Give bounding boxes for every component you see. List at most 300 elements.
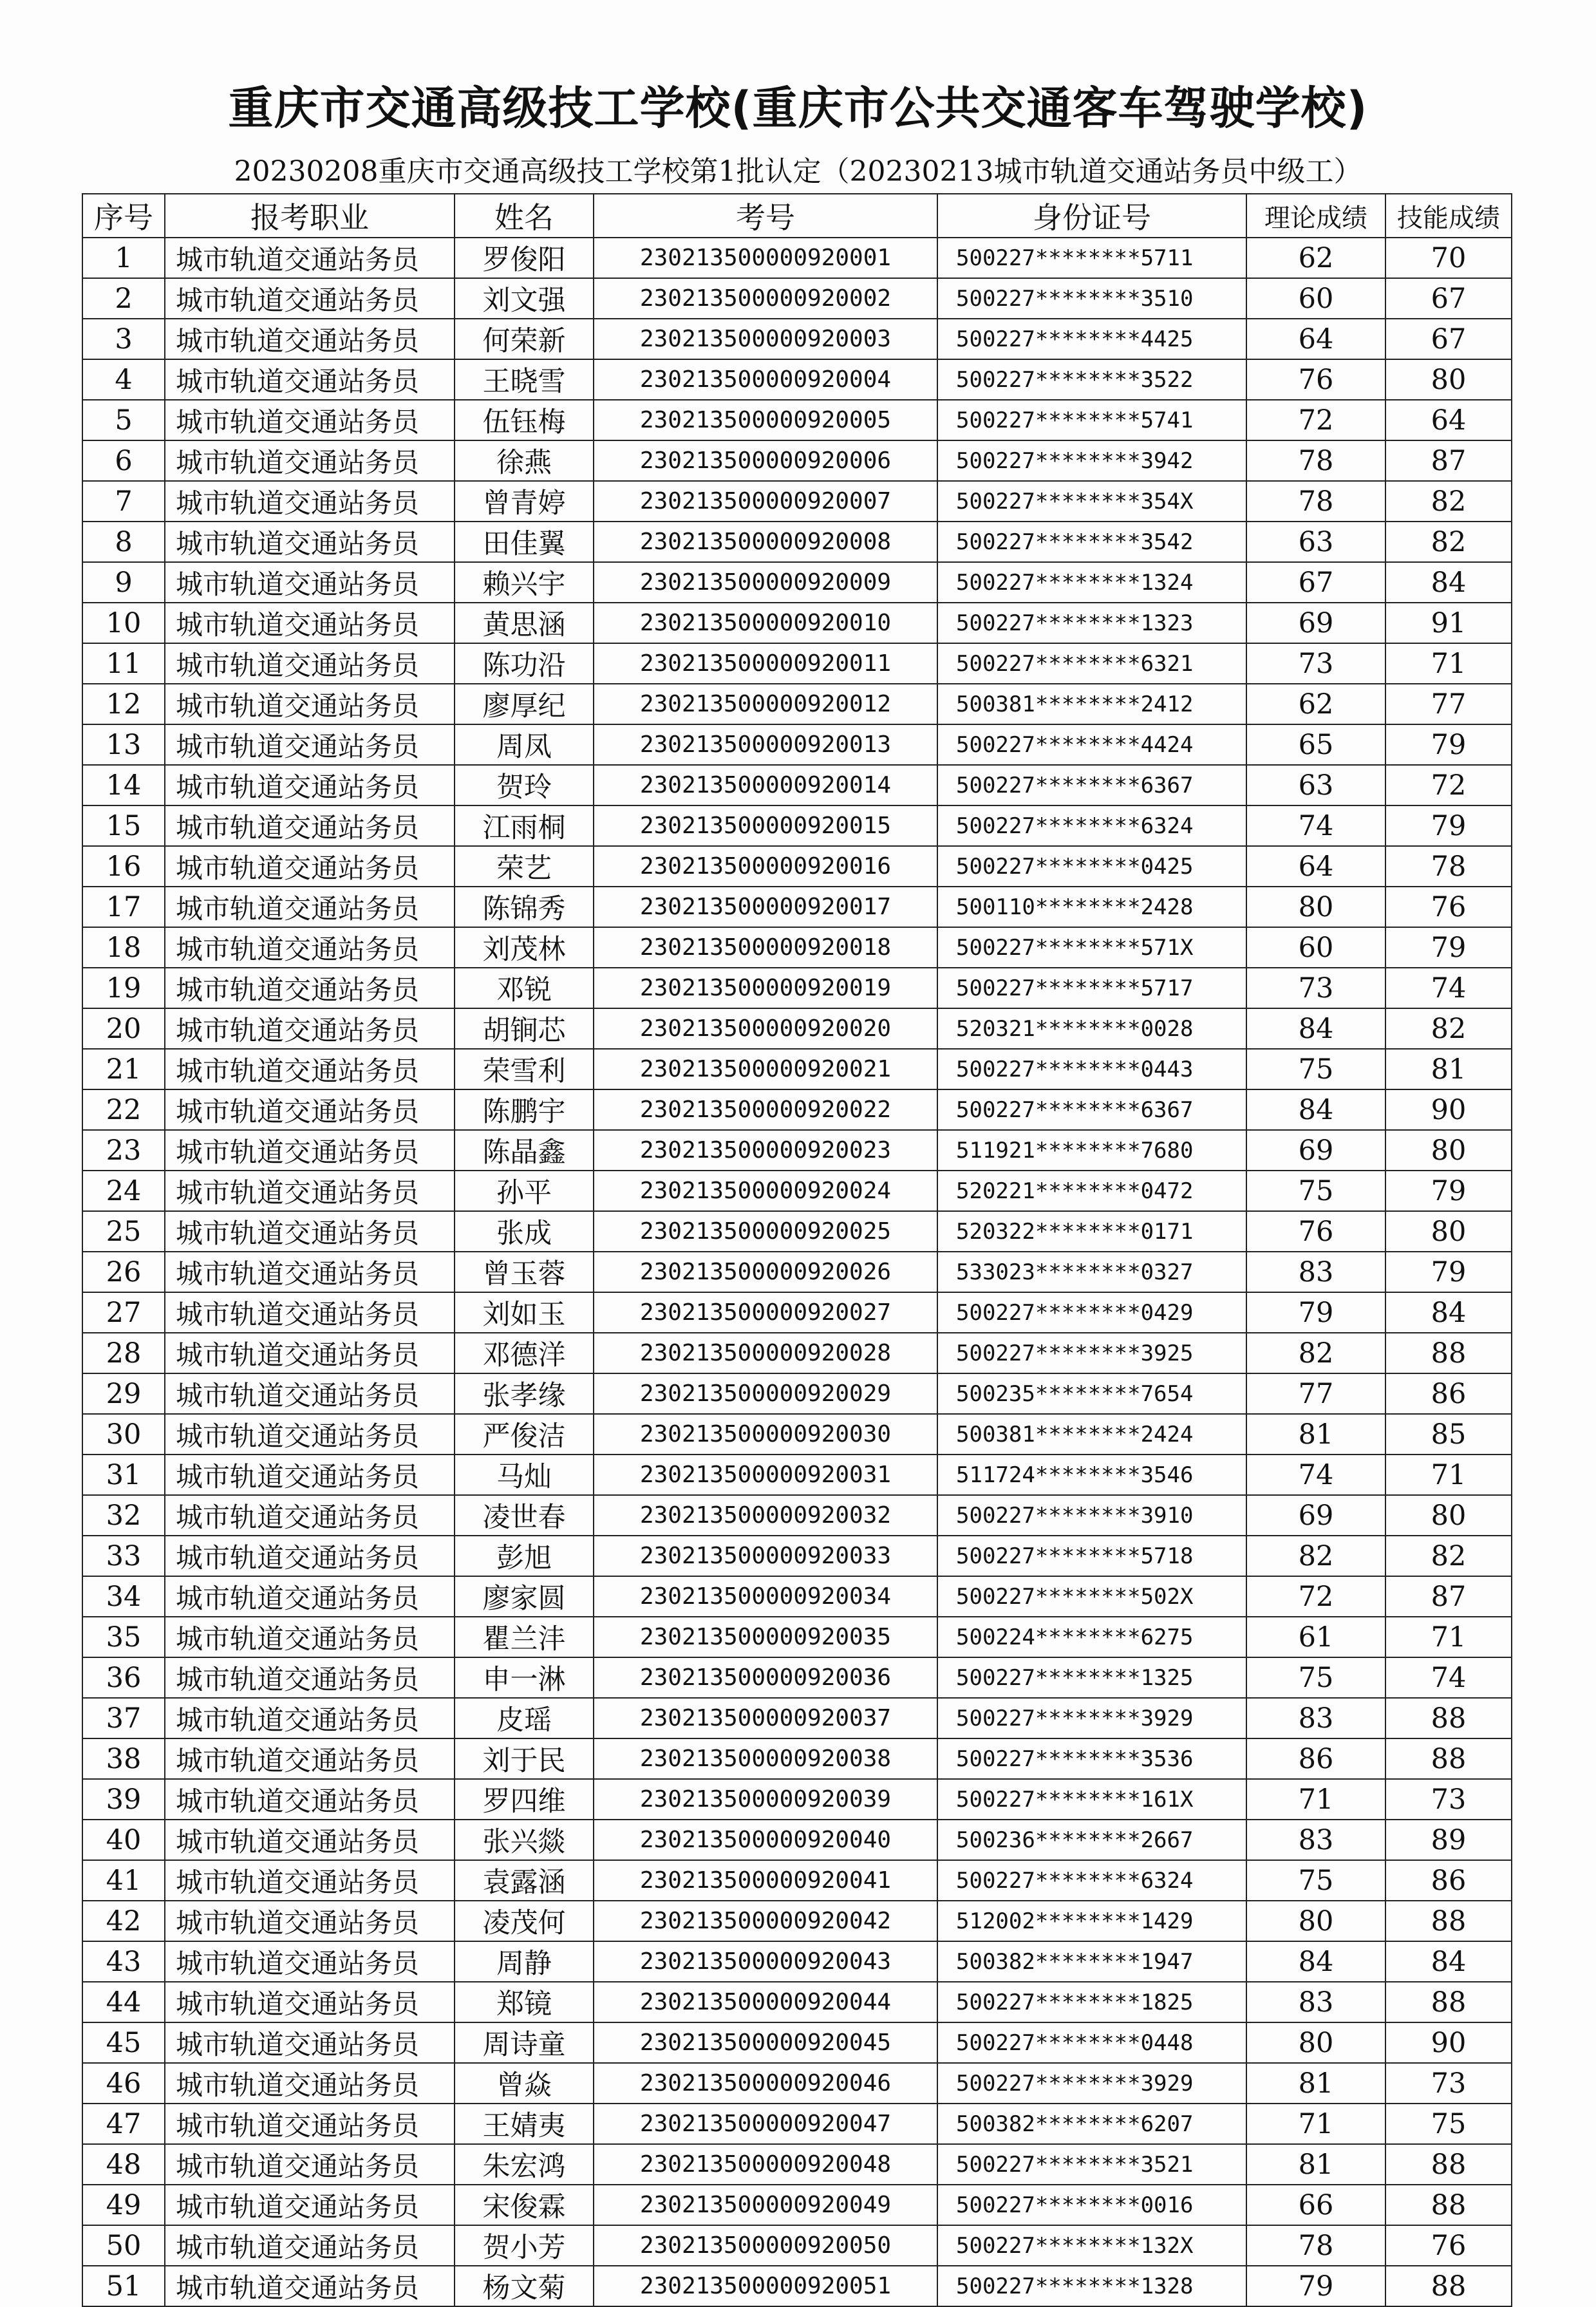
cell-skill-score: 64 [1385,400,1512,440]
cell-name: 彭旭 [455,1536,594,1576]
cell-theory-score: 80 [1246,887,1385,927]
cell-theory-score: 74 [1246,1455,1385,1495]
cell-occupation: 城市轨道交通站务员 [165,1860,455,1901]
table-row [82,1860,1512,1901]
cell-exam-number: 230213500000920040 [594,1820,937,1860]
cell-theory-score: 79 [1246,1292,1385,1333]
cell-skill-score: 79 [1385,724,1512,765]
cell-exam-number: 230213500000920003 [594,319,937,359]
cell-theory-score: 63 [1246,765,1385,805]
cell-skill-score: 82 [1385,1008,1512,1049]
cell-index: 51 [82,2266,165,2306]
table-row [82,887,1512,927]
cell-index: 20 [82,1008,165,1049]
cell-name: 曾焱 [455,2063,594,2104]
cell-name: 赖兴宇 [455,562,594,603]
cell-id-number: 500227********3925 [937,1333,1246,1373]
cell-index: 1 [82,238,165,278]
cell-skill-score: 79 [1385,1252,1512,1292]
cell-index: 35 [82,1617,165,1657]
cell-occupation: 城市轨道交通站务员 [165,1738,455,1779]
cell-skill-score: 85 [1385,1414,1512,1455]
cell-id-number: 500227********5717 [937,968,1246,1008]
cell-exam-number: 230213500000920039 [594,1779,937,1820]
cell-index: 24 [82,1171,165,1211]
cell-theory-score: 74 [1246,805,1385,846]
cell-name: 贺玲 [455,765,594,805]
cell-id-number: 500227********132X [937,2225,1246,2266]
cell-name: 凌茂何 [455,1901,594,1941]
cell-index: 17 [82,887,165,927]
cell-theory-score: 75 [1246,1171,1385,1211]
cell-skill-score: 88 [1385,1738,1512,1779]
cell-occupation: 城市轨道交通站务员 [165,359,455,400]
cell-name: 廖厚纪 [455,684,594,724]
cell-name: 周诗童 [455,2022,594,2063]
cell-exam-number: 230213500000920011 [594,643,937,684]
cell-index: 30 [82,1414,165,1455]
cell-occupation: 城市轨道交通站务员 [165,522,455,562]
cell-id-number: 500227********3521 [937,2144,1246,2185]
table-row [82,603,1512,643]
table-row [82,2144,1512,2185]
cell-exam-number: 230213500000920007 [594,481,937,522]
cell-index: 46 [82,2063,165,2104]
cell-index: 28 [82,1333,165,1373]
cell-skill-score: 73 [1385,2063,1512,2104]
table-row [82,1657,1512,1698]
cell-occupation: 城市轨道交通站务员 [165,1292,455,1333]
cell-skill-score: 71 [1385,1617,1512,1657]
cell-occupation: 城市轨道交通站务员 [165,2063,455,2104]
cell-index: 14 [82,765,165,805]
cell-occupation: 城市轨道交通站务员 [165,238,455,278]
col-header-index: 序号 [82,194,165,238]
cell-exam-number: 230213500000920041 [594,1860,937,1901]
cell-occupation: 城市轨道交通站务员 [165,968,455,1008]
cell-skill-score: 76 [1385,887,1512,927]
cell-skill-score: 74 [1385,1657,1512,1698]
cell-name: 刘如玉 [455,1292,594,1333]
table-row [82,1617,1512,1657]
cell-id-number: 500227********1825 [937,1982,1246,2022]
cell-exam-number: 230213500000920019 [594,968,937,1008]
cell-exam-number: 230213500000920049 [594,2185,937,2225]
cell-index: 47 [82,2104,165,2144]
cell-exam-number: 230213500000920033 [594,1536,937,1576]
cell-theory-score: 72 [1246,1576,1385,1617]
cell-name: 杨文菊 [455,2266,594,2306]
table-row [82,1536,1512,1576]
cell-exam-number: 230213500000920047 [594,2104,937,2144]
cell-index: 33 [82,1536,165,1576]
cell-occupation: 城市轨道交通站务员 [165,1617,455,1657]
col-header-name: 姓名 [455,194,594,238]
table-row [82,968,1512,1008]
cell-skill-score: 88 [1385,2185,1512,2225]
cell-theory-score: 75 [1246,1049,1385,1089]
cell-index: 41 [82,1860,165,1901]
table-row [82,562,1512,603]
cell-skill-score: 67 [1385,319,1512,359]
cell-index: 43 [82,1941,165,1982]
cell-name: 郑镜 [455,1982,594,2022]
cell-theory-score: 75 [1246,1860,1385,1901]
cell-id-number: 500227********0448 [937,2022,1246,2063]
cell-skill-score: 88 [1385,2144,1512,2185]
cell-name: 荣雪利 [455,1049,594,1089]
cell-skill-score: 80 [1385,359,1512,400]
cell-name: 陈锦秀 [455,887,594,927]
cell-exam-number: 230213500000920046 [594,2063,937,2104]
cell-occupation: 城市轨道交通站务员 [165,1901,455,1941]
col-header-skill-score: 技能成绩 [1385,194,1512,238]
cell-exam-number: 230213500000920008 [594,522,937,562]
cell-exam-number: 230213500000920044 [594,1982,937,2022]
cell-occupation: 城市轨道交通站务员 [165,1982,455,2022]
cell-theory-score: 78 [1246,481,1385,522]
cell-index: 32 [82,1495,165,1536]
cell-occupation: 城市轨道交通站务员 [165,319,455,359]
cell-theory-score: 62 [1246,684,1385,724]
cell-id-number: 500227********502X [937,1576,1246,1617]
cell-index: 27 [82,1292,165,1333]
cell-theory-score: 64 [1246,319,1385,359]
col-header-exam-number: 考号 [594,194,937,238]
table-row [82,1941,1512,1982]
cell-id-number: 500227********3942 [937,440,1246,481]
table-row [82,1455,1512,1495]
cell-theory-score: 71 [1246,2104,1385,2144]
table-row [82,643,1512,684]
cell-index: 8 [82,522,165,562]
cell-id-number: 500227********5718 [937,1536,1246,1576]
cell-theory-score: 72 [1246,400,1385,440]
cell-occupation: 城市轨道交通站务员 [165,927,455,968]
cell-skill-score: 80 [1385,1211,1512,1252]
cell-occupation: 城市轨道交通站务员 [165,724,455,765]
cell-skill-score: 81 [1385,1049,1512,1089]
cell-occupation: 城市轨道交通站务员 [165,1779,455,1820]
cell-name: 周凤 [455,724,594,765]
cell-exam-number: 230213500000920026 [594,1252,937,1292]
cell-name: 皮瑶 [455,1698,594,1738]
table-row [82,1333,1512,1373]
cell-theory-score: 76 [1246,1211,1385,1252]
cell-name: 荣艺 [455,846,594,887]
cell-exam-number: 230213500000920036 [594,1657,937,1698]
cell-skill-score: 77 [1385,684,1512,724]
cell-name: 张成 [455,1211,594,1252]
cell-index: 9 [82,562,165,603]
table-row [82,724,1512,765]
cell-name: 瞿兰沣 [455,1617,594,1657]
cell-exam-number: 230213500000920042 [594,1901,937,1941]
cell-skill-score: 88 [1385,1333,1512,1373]
table-row [82,2022,1512,2063]
cell-occupation: 城市轨道交通站务员 [165,1211,455,1252]
cell-index: 4 [82,359,165,400]
table-row [82,522,1512,562]
cell-occupation: 城市轨道交通站务员 [165,603,455,643]
cell-occupation: 城市轨道交通站务员 [165,2185,455,2225]
cell-occupation: 城市轨道交通站务员 [165,2144,455,2185]
table-row [82,2225,1512,2266]
cell-index: 3 [82,319,165,359]
cell-exam-number: 230213500000920017 [594,887,937,927]
cell-name: 江雨桐 [455,805,594,846]
cell-exam-number: 230213500000920031 [594,1455,937,1495]
cell-theory-score: 69 [1246,1130,1385,1171]
cell-exam-number: 230213500000920027 [594,1292,937,1333]
cell-id-number: 500227********1323 [937,603,1246,643]
cell-theory-score: 61 [1246,1617,1385,1657]
cell-index: 44 [82,1982,165,2022]
cell-theory-score: 83 [1246,1982,1385,2022]
cell-exam-number: 230213500000920015 [594,805,937,846]
cell-theory-score: 81 [1246,1414,1385,1455]
cell-skill-score: 88 [1385,1982,1512,2022]
page-subtitle: 20230208重庆市交通高级技工学校第1批认定（20230213城市轨道交通站务员中级工） [234,155,1362,188]
cell-name: 田佳翼 [455,522,594,562]
cell-theory-score: 80 [1246,1901,1385,1941]
cell-index: 11 [82,643,165,684]
cell-id-number: 500227********571X [937,927,1246,968]
cell-skill-score: 90 [1385,1089,1512,1130]
cell-skill-score: 86 [1385,1373,1512,1414]
cell-name: 宋俊霖 [455,2185,594,2225]
cell-index: 36 [82,1657,165,1698]
cell-skill-score: 82 [1385,522,1512,562]
cell-id-number: 500227********6367 [937,765,1246,805]
cell-name: 张孝缘 [455,1373,594,1414]
cell-index: 25 [82,1211,165,1252]
cell-name: 王婧夷 [455,2104,594,2144]
cell-index: 6 [82,440,165,481]
col-header-occupation: 报考职业 [165,194,455,238]
table-row [82,684,1512,724]
table-row [82,238,1512,278]
cell-id-number: 500227********4424 [937,724,1246,765]
cell-exam-number: 230213500000920004 [594,359,937,400]
cell-theory-score: 84 [1246,1008,1385,1049]
cell-theory-score: 62 [1246,238,1385,278]
cell-theory-score: 73 [1246,643,1385,684]
cell-theory-score: 69 [1246,1495,1385,1536]
table-row [82,1982,1512,2022]
cell-id-number: 500227********0425 [937,846,1246,887]
cell-index: 48 [82,2144,165,2185]
cell-name: 罗四维 [455,1779,594,1820]
cell-id-number: 511921********7680 [937,1130,1246,1171]
cell-exam-number: 230213500000920001 [594,238,937,278]
cell-exam-number: 230213500000920045 [594,2022,937,2063]
col-header-id-number: 身份证号 [937,194,1246,238]
cell-theory-score: 67 [1246,562,1385,603]
cell-id-number: 500227********4425 [937,319,1246,359]
cell-theory-score: 78 [1246,440,1385,481]
cell-skill-score: 88 [1385,2266,1512,2306]
cell-skill-score: 76 [1385,2225,1512,2266]
table-row [82,1008,1512,1049]
cell-occupation: 城市轨道交通站务员 [165,400,455,440]
cell-occupation: 城市轨道交通站务员 [165,2266,455,2306]
cell-index: 18 [82,927,165,968]
cell-exam-number: 230213500000920048 [594,2144,937,2185]
cell-index: 2 [82,278,165,319]
cell-theory-score: 86 [1246,1738,1385,1779]
cell-occupation: 城市轨道交通站务员 [165,278,455,319]
cell-occupation: 城市轨道交通站务员 [165,1089,455,1130]
cell-exam-number: 230213500000920024 [594,1171,937,1211]
cell-name: 邓德洋 [455,1333,594,1373]
cell-theory-score: 83 [1246,1820,1385,1860]
cell-exam-number: 230213500000920006 [594,440,937,481]
cell-occupation: 城市轨道交通站务员 [165,1333,455,1373]
cell-skill-score: 80 [1385,1495,1512,1536]
table-row [82,1049,1512,1089]
cell-theory-score: 83 [1246,1698,1385,1738]
cell-occupation: 城市轨道交通站务员 [165,1252,455,1292]
cell-theory-score: 64 [1246,846,1385,887]
score-table [82,193,1512,2307]
cell-exam-number: 230213500000920021 [594,1049,937,1089]
cell-id-number: 500227********5711 [937,238,1246,278]
cell-index: 23 [82,1130,165,1171]
cell-id-number: 500227********0016 [937,2185,1246,2225]
cell-theory-score: 66 [1246,2185,1385,2225]
table-row [82,278,1512,319]
cell-theory-score: 65 [1246,724,1385,765]
cell-id-number: 500227********3536 [937,1738,1246,1779]
cell-index: 7 [82,481,165,522]
cell-name: 严俊洁 [455,1414,594,1455]
cell-exam-number: 230213500000920050 [594,2225,937,2266]
cell-occupation: 城市轨道交通站务员 [165,1941,455,1982]
cell-id-number: 512002********1429 [937,1901,1246,1941]
table-row [82,1738,1512,1779]
cell-occupation: 城市轨道交通站务员 [165,2225,455,2266]
cell-skill-score: 79 [1385,927,1512,968]
cell-occupation: 城市轨道交通站务员 [165,1414,455,1455]
cell-exam-number: 230213500000920005 [594,400,937,440]
cell-exam-number: 230213500000920030 [594,1414,937,1455]
cell-occupation: 城市轨道交通站务员 [165,1495,455,1536]
table-row [82,1495,1512,1536]
cell-id-number: 520321********0028 [937,1008,1246,1049]
cell-id-number: 500227********6321 [937,643,1246,684]
cell-skill-score: 70 [1385,238,1512,278]
cell-theory-score: 77 [1246,1373,1385,1414]
cell-name: 贺小芳 [455,2225,594,2266]
cell-exam-number: 230213500000920002 [594,278,937,319]
cell-name: 袁露涵 [455,1860,594,1901]
cell-skill-score: 89 [1385,1820,1512,1860]
cell-exam-number: 230213500000920013 [594,724,937,765]
cell-id-number: 500224********6275 [937,1617,1246,1657]
cell-skill-score: 84 [1385,562,1512,603]
cell-id-number: 520322********0171 [937,1211,1246,1252]
cell-index: 5 [82,400,165,440]
cell-name: 陈晶鑫 [455,1130,594,1171]
cell-skill-score: 87 [1385,1576,1512,1617]
cell-index: 22 [82,1089,165,1130]
cell-exam-number: 230213500000920035 [594,1617,937,1657]
cell-exam-number: 230213500000920043 [594,1941,937,1982]
cell-name: 廖家圆 [455,1576,594,1617]
table-row [82,1779,1512,1820]
cell-occupation: 城市轨道交通站务员 [165,562,455,603]
table-row [82,765,1512,805]
cell-skill-score: 87 [1385,440,1512,481]
cell-name: 刘文强 [455,278,594,319]
cell-name: 孙平 [455,1171,594,1211]
cell-index: 13 [82,724,165,765]
cell-theory-score: 82 [1246,1536,1385,1576]
cell-occupation: 城市轨道交通站务员 [165,1049,455,1089]
cell-id-number: 500227********0443 [937,1049,1246,1089]
table-row [82,846,1512,887]
table-row [82,1211,1512,1252]
cell-index: 37 [82,1698,165,1738]
page-title: 重庆市交通高级技工学校(重庆市公共交通客车驾驶学校) [228,82,1368,135]
cell-skill-score: 84 [1385,1941,1512,1982]
cell-name: 刘茂林 [455,927,594,968]
cell-index: 42 [82,1901,165,1941]
cell-exam-number: 230213500000920051 [594,2266,937,2306]
table-row [82,1576,1512,1617]
cell-skill-score: 79 [1385,1171,1512,1211]
cell-name: 凌世春 [455,1495,594,1536]
cell-skill-score: 82 [1385,481,1512,522]
cell-id-number: 500382********1947 [937,1941,1246,1982]
cell-index: 19 [82,968,165,1008]
cell-theory-score: 79 [1246,2266,1385,2306]
cell-skill-score: 82 [1385,1536,1512,1576]
cell-skill-score: 88 [1385,1901,1512,1941]
cell-id-number: 500236********2667 [937,1820,1246,1860]
cell-id-number: 500110********2428 [937,887,1246,927]
cell-exam-number: 230213500000920012 [594,684,937,724]
cell-index: 50 [82,2225,165,2266]
table-row [82,2266,1512,2306]
cell-skill-score: 71 [1385,1455,1512,1495]
cell-name: 张兴燚 [455,1820,594,1860]
cell-name: 黄思涵 [455,603,594,643]
cell-theory-score: 75 [1246,1657,1385,1698]
table-row [82,1414,1512,1455]
cell-exam-number: 230213500000920028 [594,1333,937,1373]
cell-id-number: 500227********3542 [937,522,1246,562]
cell-occupation: 城市轨道交通站务员 [165,1576,455,1617]
cell-exam-number: 230213500000920032 [594,1495,937,1536]
cell-occupation: 城市轨道交通站务员 [165,1820,455,1860]
cell-occupation: 城市轨道交通站务员 [165,1698,455,1738]
cell-name: 马灿 [455,1455,594,1495]
cell-name: 何荣新 [455,319,594,359]
cell-skill-score: 78 [1385,846,1512,887]
cell-theory-score: 71 [1246,1779,1385,1820]
cell-id-number: 500235********7654 [937,1373,1246,1414]
cell-occupation: 城市轨道交通站务员 [165,1657,455,1698]
cell-theory-score: 81 [1246,2144,1385,2185]
table-row [82,359,1512,400]
cell-exam-number: 230213500000920034 [594,1576,937,1617]
cell-theory-score: 83 [1246,1252,1385,1292]
table-row [82,2104,1512,2144]
cell-name: 徐燕 [455,440,594,481]
table-row [82,440,1512,481]
